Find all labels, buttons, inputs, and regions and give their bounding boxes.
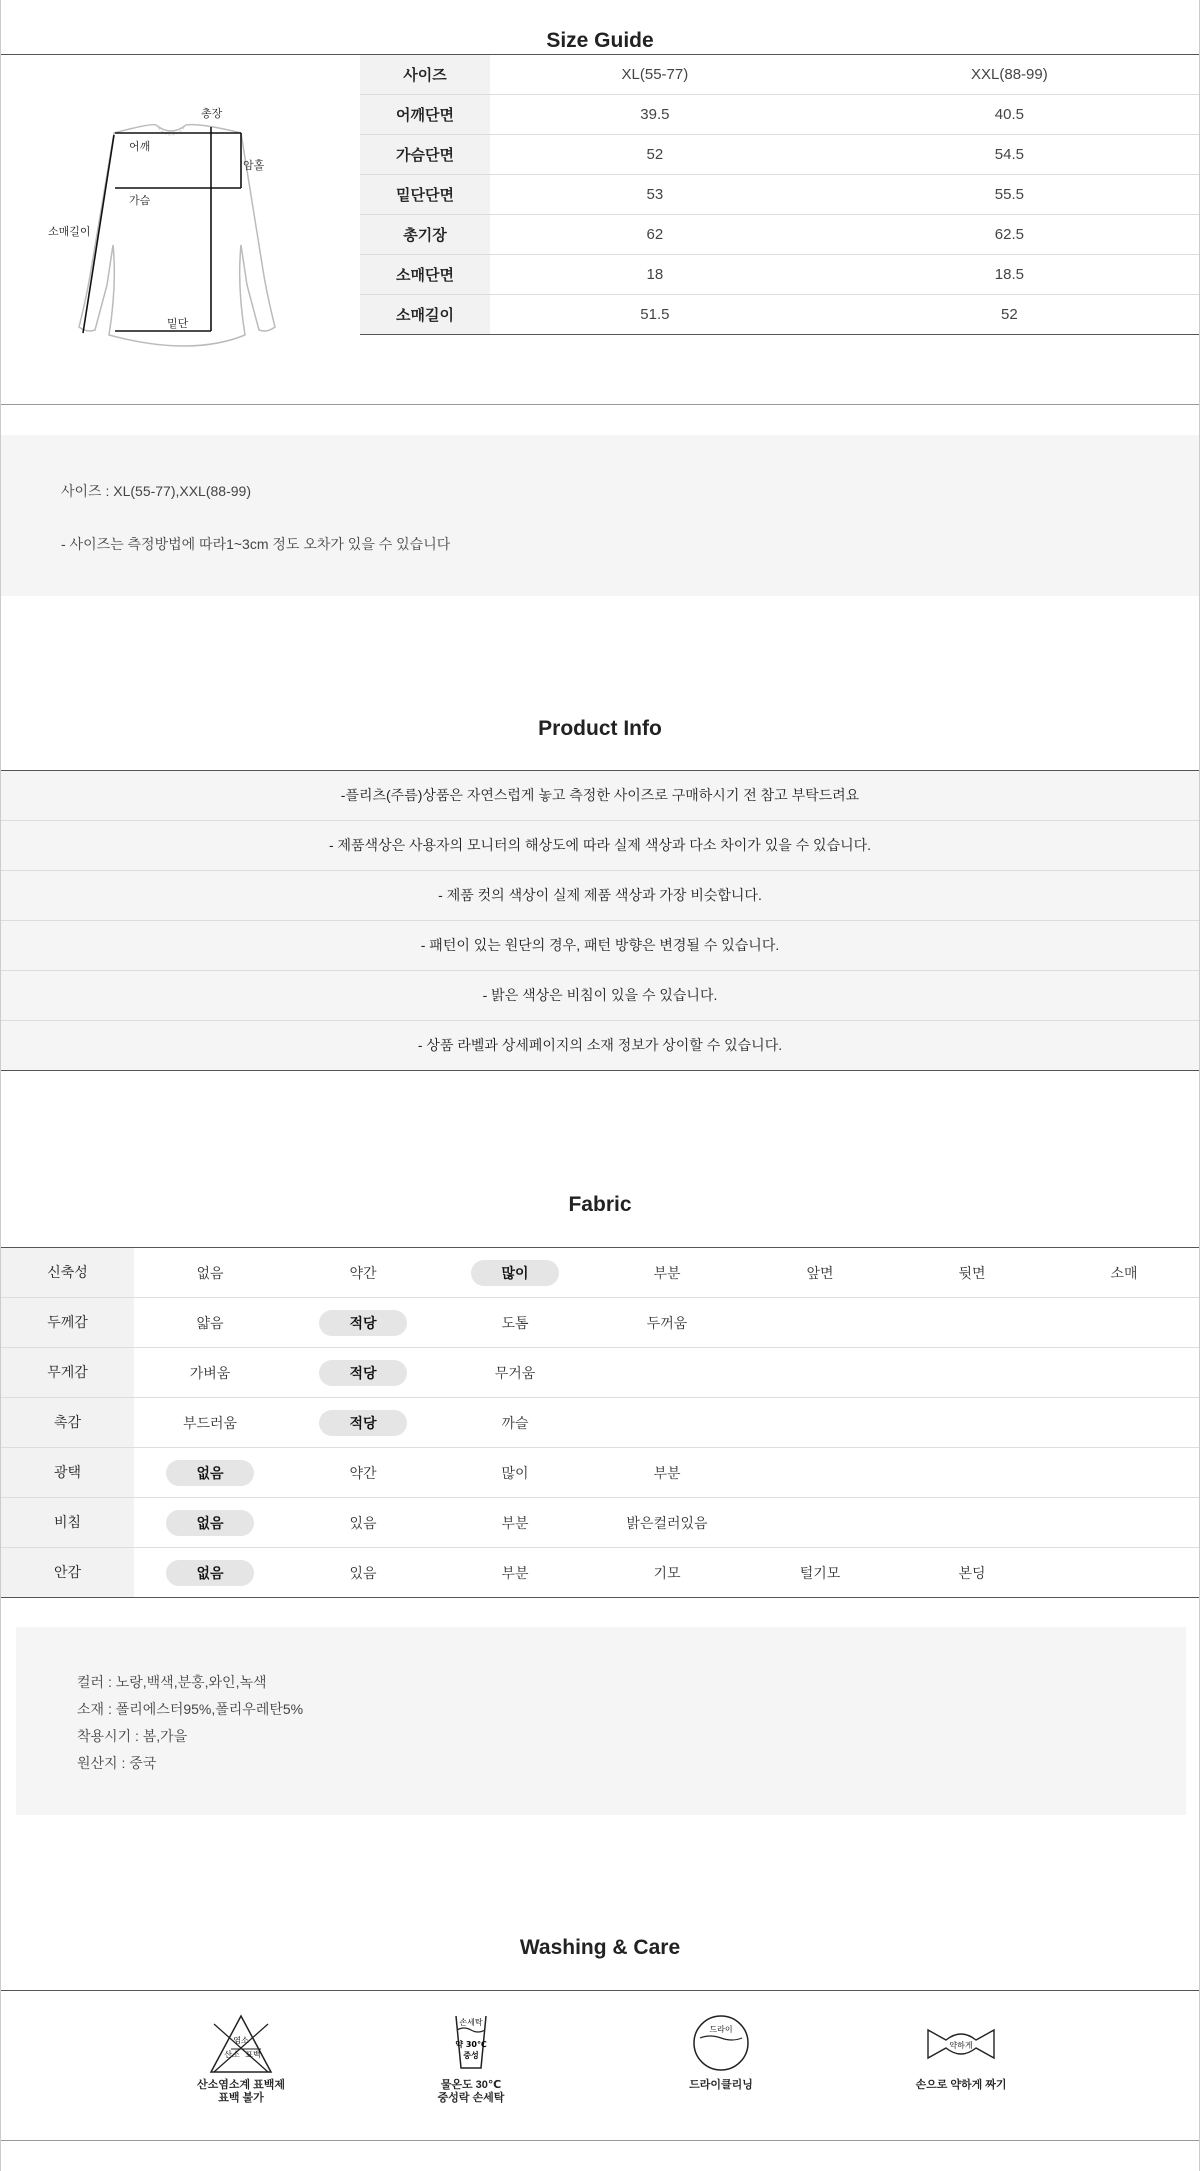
hand-wash-icon <box>406 2010 536 2080</box>
cell-value: 54.5 <box>820 135 1199 175</box>
fabric-option: 밝은컬러있음 <box>626 1515 708 1531</box>
size-note: - 사이즈는 측정방법에 따라1~3cm 정도 오차가 있을 수 있습니다 <box>61 536 451 552</box>
size-table-header <box>360 55 1199 95</box>
fabric-option: 까슬 <box>501 1415 529 1431</box>
table-row <box>360 95 1199 135</box>
fabric-row-label: 두께감 <box>1 1298 134 1347</box>
label-hem: 밑단 <box>167 318 189 330</box>
row-label: 어깨단면 <box>360 95 490 135</box>
cell-value: 40.5 <box>820 95 1199 135</box>
icon-text: 손세탁 <box>459 2018 483 2027</box>
size-notes-box <box>1 435 1199 596</box>
fabric-option: 앞면 <box>806 1265 834 1281</box>
row-label: 밑단단면 <box>360 175 490 215</box>
icon-text: 약하게 <box>949 2041 973 2050</box>
size-table <box>360 55 1199 335</box>
care-label-line: 중성락 손세탁 <box>437 2092 505 2104</box>
care-label <box>166 2079 316 2105</box>
divider <box>1 2140 1199 2141</box>
garment-measurement-diagram <box>31 95 331 365</box>
fabric-option-selected: 없음 <box>166 1460 254 1486</box>
cell-value: 62.5 <box>820 215 1199 255</box>
label-shoulder: 어깨 <box>129 141 151 153</box>
table-row <box>360 295 1199 335</box>
fabric-row-label: 비침 <box>1 1498 134 1547</box>
row-label: 소매단면 <box>360 255 490 295</box>
fabric-info-line: 컬러 : 노랑,백색,분홍,와인,녹색 <box>77 1674 267 1690</box>
fabric-option-selected: 없음 <box>166 1510 254 1536</box>
care-item <box>176 2010 306 2085</box>
list-item: -플리츠(주름)상품은 자연스럽게 놓고 측정한 사이즈로 구매하시기 전 참고 부탁드려요 <box>1 771 1199 821</box>
care-item <box>656 2010 786 2085</box>
table-row <box>1 1398 1199 1448</box>
fabric-info-line: 원산지 : 중국 <box>77 1755 157 1771</box>
fabric-option: 부분 <box>653 1265 681 1281</box>
list-item: - 패턴이 있는 원단의 경우, 패턴 방향은 변경될 수 있습니다. <box>1 921 1199 971</box>
divider <box>1 404 1199 405</box>
table-row <box>360 135 1199 175</box>
fabric-option: 부분 <box>653 1465 681 1481</box>
list-item: - 상품 라벨과 상세페이지의 소재 정보가 상이할 수 있습니다. <box>1 1021 1199 1071</box>
label-total-length: 총장 <box>201 108 223 120</box>
cell-value: 62 <box>490 215 820 255</box>
size-guide-title: Size Guide <box>546 29 654 52</box>
label-chest: 가슴 <box>129 195 151 207</box>
care-label-line: 산소염소계 표백제 <box>196 2079 286 2091</box>
fabric-option: 얇음 <box>196 1315 224 1331</box>
icon-text: 중성 <box>463 2051 479 2060</box>
fabric-option: 무거움 <box>494 1365 536 1381</box>
gentle-wring-icon <box>896 2010 1026 2080</box>
fabric-option: 많이 <box>501 1465 529 1481</box>
care-label-line: 표백 불가 <box>218 2092 264 2104</box>
fabric-row-label: 촉감 <box>1 1398 134 1447</box>
cell-value: 18 <box>490 255 820 295</box>
fabric-row-label: 신축성 <box>1 1248 134 1297</box>
size-header-xl: XL(55-77) <box>490 55 820 95</box>
care-label <box>396 2079 546 2105</box>
icon-text: 드라이 <box>709 2025 733 2034</box>
care-item <box>406 2010 536 2085</box>
cell-value: 52 <box>490 135 820 175</box>
cell-value: 18.5 <box>820 255 1199 295</box>
fabric-option: 약간 <box>349 1465 377 1481</box>
dry-clean-icon <box>656 2010 786 2080</box>
fabric-option: 두꺼움 <box>646 1315 688 1331</box>
care-title: Washing & Care <box>519 1936 681 1959</box>
label-armhole: 암홀 <box>243 160 265 172</box>
size-header-label: 사이즈 <box>360 55 490 95</box>
table-row <box>360 175 1199 215</box>
fabric-option-selected: 적당 <box>319 1360 407 1386</box>
care-label-line: 드라이클리닝 <box>689 2079 753 2091</box>
fabric-row-label: 광택 <box>1 1448 134 1497</box>
fabric-row-label: 무게감 <box>1 1348 134 1397</box>
fabric-option: 부분 <box>501 1515 529 1531</box>
care-label <box>646 2079 796 2092</box>
fabric-option: 가벼움 <box>189 1365 231 1381</box>
fabric-option: 기모 <box>653 1565 681 1581</box>
table-row <box>360 255 1199 295</box>
fabric-option: 털기모 <box>799 1565 841 1581</box>
fabric-option-selected: 적당 <box>319 1310 407 1336</box>
fabric-option: 약간 <box>349 1265 377 1281</box>
fabric-option: 도톰 <box>501 1315 529 1331</box>
row-label: 소매길이 <box>360 295 490 335</box>
icon-text: 약 30℃ <box>455 2040 487 2049</box>
list-item: - 제품 컷의 색상이 실제 제품 색상과 가장 비슷합니다. <box>1 871 1199 921</box>
fabric-option: 있음 <box>349 1515 377 1531</box>
list-item: - 제품색상은 사용자의 모니터의 해상도에 따라 실제 색상과 다소 차이가 있을 수 있습니다. <box>1 821 1199 871</box>
fabric-option-selected: 많이 <box>471 1260 559 1286</box>
table-row <box>1 1248 1199 1298</box>
fabric-option: 없음 <box>196 1265 224 1281</box>
divider <box>1 1990 1199 1991</box>
fabric-title: Fabric <box>568 1193 632 1216</box>
cell-value: 52 <box>820 295 1199 335</box>
table-row <box>1 1548 1199 1598</box>
fabric-option: 부분 <box>501 1565 529 1581</box>
fabric-row-label: 안감 <box>1 1548 134 1597</box>
care-label <box>886 2079 1036 2092</box>
list-item: - 밝은 색상은 비침이 있을 수 있습니다. <box>1 971 1199 1021</box>
fabric-info-box <box>16 1627 1186 1815</box>
table-row <box>1 1298 1199 1348</box>
fabric-option: 부드러움 <box>182 1415 238 1431</box>
cell-value: 53 <box>490 175 820 215</box>
icon-text: 염소 <box>233 2036 249 2045</box>
care-label-line: 물온도 30℃ <box>440 2079 502 2091</box>
no-bleach-icon <box>176 2010 306 2080</box>
table-row <box>1 1348 1199 1398</box>
product-info-title: Product Info <box>538 717 662 740</box>
size-header-xxl: XXL(88-99) <box>820 55 1199 95</box>
care-item <box>896 2010 1026 2085</box>
icon-text: 산소 <box>224 2050 240 2059</box>
fabric-option: 뒷면 <box>958 1265 986 1281</box>
cell-value: 55.5 <box>820 175 1199 215</box>
size-note: 사이즈 : XL(55-77),XXL(88-99) <box>61 483 251 499</box>
table-row <box>1 1498 1199 1548</box>
care-label-line: 손으로 약하게 짜기 <box>915 2079 1007 2091</box>
table-row <box>1 1448 1199 1498</box>
fabric-option-selected: 적당 <box>319 1410 407 1436</box>
cell-value: 39.5 <box>490 95 820 135</box>
icon-text: 표백 <box>245 2050 261 2059</box>
fabric-option: 소매 <box>1110 1265 1138 1281</box>
fabric-option: 있음 <box>349 1565 377 1581</box>
fabric-info-line: 착용시기 : 봄,가을 <box>77 1728 188 1744</box>
table-row <box>360 215 1199 255</box>
fabric-option-selected: 없음 <box>166 1560 254 1586</box>
row-label: 가슴단면 <box>360 135 490 175</box>
fabric-option: 본딩 <box>958 1565 986 1581</box>
cell-value: 51.5 <box>490 295 820 335</box>
row-label: 총기장 <box>360 215 490 255</box>
fabric-info-line: 소재 : 폴리에스터95%,폴리우레탄5% <box>77 1701 304 1717</box>
label-sleeve-length: 소매길이 <box>48 226 91 238</box>
